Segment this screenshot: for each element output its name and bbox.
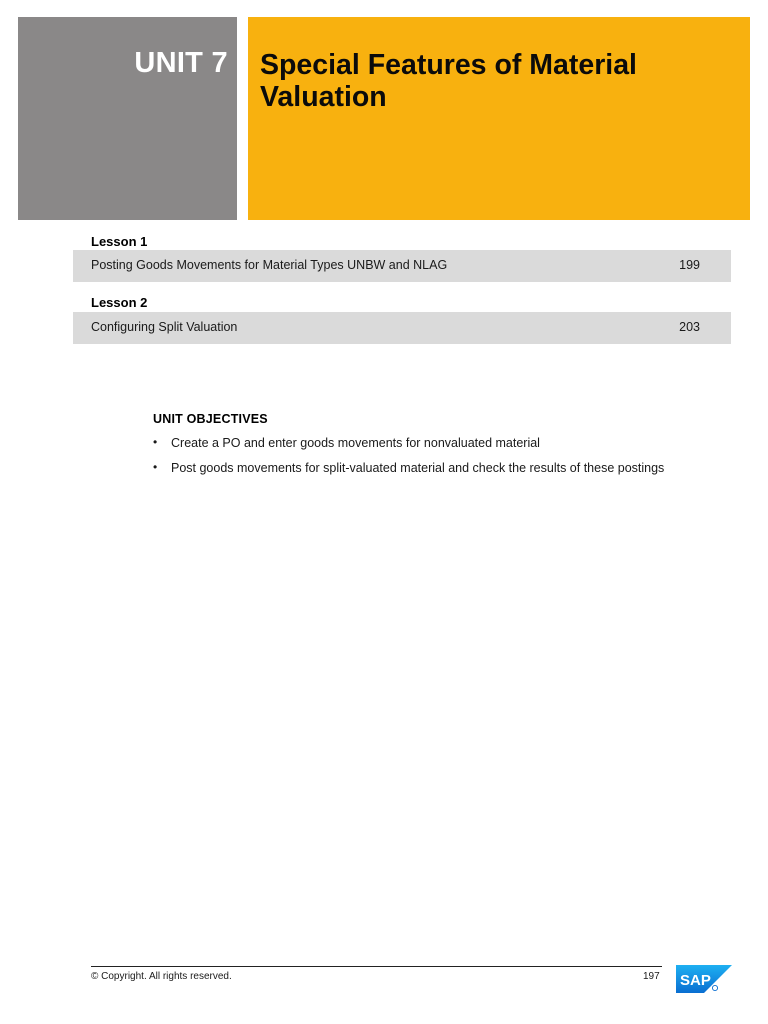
lesson-1-name[interactable]: Posting Goods Movements for Material Types UNBW and NLAG [91, 258, 448, 272]
unit-objectives [153, 412, 733, 486]
bullet-icon: • [153, 435, 158, 449]
unit-label: UNIT 7 [134, 47, 228, 79]
objectives-heading: UNIT OBJECTIVES [153, 412, 268, 426]
page-number: 197 [643, 971, 660, 982]
lesson-1-row[interactable] [73, 250, 731, 282]
unit-number-panel [18, 17, 237, 220]
lesson-2-heading: Lesson 2 [91, 295, 148, 310]
objective-text: Post goods movements for split-valuated material and check the results of these postings [171, 461, 665, 475]
unit-title: Special Features of Material Valuation [260, 49, 637, 113]
footer-divider [91, 966, 662, 967]
unit-title-panel [248, 17, 750, 220]
objective-item [153, 461, 733, 475]
sap-logo-text: SAP [680, 972, 711, 989]
lesson-2-page: 203 [679, 320, 700, 334]
objective-text: Create a PO and enter goods movements for nonvaluated material [171, 436, 540, 450]
lesson-1-heading: Lesson 1 [91, 234, 148, 249]
lesson-1-page: 199 [679, 258, 700, 272]
objective-item [153, 436, 733, 450]
lesson-2-name[interactable]: Configuring Split Valuation [91, 320, 238, 334]
sap-logo-icon [676, 965, 732, 993]
copyright-notice: © Copyright. All rights reserved. [91, 971, 232, 982]
bullet-icon: • [153, 460, 158, 474]
lesson-2-row[interactable] [73, 312, 731, 344]
